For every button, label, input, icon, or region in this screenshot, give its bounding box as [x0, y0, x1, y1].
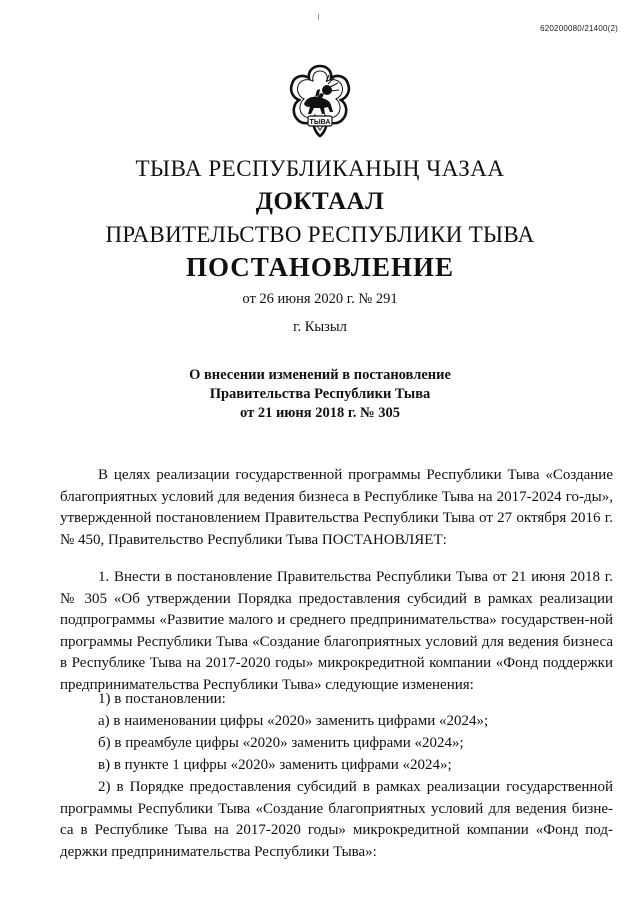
- header-russian-government: ПРАВИТЕЛЬСТВО РЕСПУБЛИКИ ТЫВА: [105, 222, 535, 247]
- header-tuvan-government: ТЫВА РЕСПУБЛИКАНЫҢ ЧАЗАА: [135, 156, 505, 181]
- subclause-1b: б) в преамбуле цифры «2020» заменить цифрами «2024»;: [98, 735, 464, 751]
- header-tuvan-doctype: ДОКТААЛ: [255, 188, 385, 215]
- subclause-1c: в) в пункте 1 цифры «2020» заменить цифрами «2024»;: [98, 757, 452, 773]
- header-russian-doctype: ПОСТАНОВЛЕНИЕ: [185, 252, 455, 282]
- title-line: от 21 июня 2018 г. № 305: [240, 405, 400, 421]
- svg-text:ТЫВА: ТЫВА: [309, 119, 331, 126]
- clause-1-text: 1. Внести в постановление Правительства Республики Тыва от 21 июня 2018 г. № 305 «Об утверждении Порядка предоставления субсидий в рамках реализации подпрограммы «Развитие малого и среднего предпринимательства» государствен-ной программы Республики Тыва «Создание благоприятных условий для ведения бизнеса в Республике Тыва на 2017-2020 годы» микрокредитной компании «Фонд поддержки предпринимательства Республики Тыва» следующие изменения:: [60, 569, 613, 693]
- subclause-2-paragraph: [60, 777, 613, 863]
- clause-1-paragraph: [60, 567, 613, 697]
- title-line: Правительства Республики Тыва: [209, 386, 431, 402]
- subclause-2-text: 2) в Порядке предоставления субсидий в рамках реализации государственной программы Республики Тыва «Создание благоприятных условий для ведения бизне-са в Республике Тыва на 2017-2020 годы» микрокредитной компании «Фонд под-держки предпринимательства Республики Тыва»:: [60, 779, 613, 860]
- subclause-1a: а) в наименовании цифры «2020» заменить цифрами «2024»;: [98, 713, 489, 729]
- document-city: г. Кызыл: [293, 319, 347, 335]
- title-line: О внесении изменений в постановление: [189, 367, 451, 383]
- document-title: [0, 366, 640, 423]
- document-code: 620200080/21400(2): [540, 24, 618, 33]
- preamble-text: В целях реализации государственной программы Республики Тыва «Создание благоприятных условий для ведения бизнеса в Республике Тыва на 2017-2024 го-ды», утвержденной постановлением Правительства Республики Тыва от 27 октября 2016 г. № 450, Правительство Республики Тыва ПОСТАНОВЛЯЕТ:: [60, 467, 613, 548]
- preamble-paragraph: [60, 465, 613, 551]
- tuva-coat-of-arms-icon: [284, 62, 356, 140]
- document-date-number: от 26 июня 2020 г. № 291: [242, 291, 398, 307]
- subclause-1: 1) в постановлении:: [98, 691, 226, 707]
- scan-mark: [318, 14, 319, 20]
